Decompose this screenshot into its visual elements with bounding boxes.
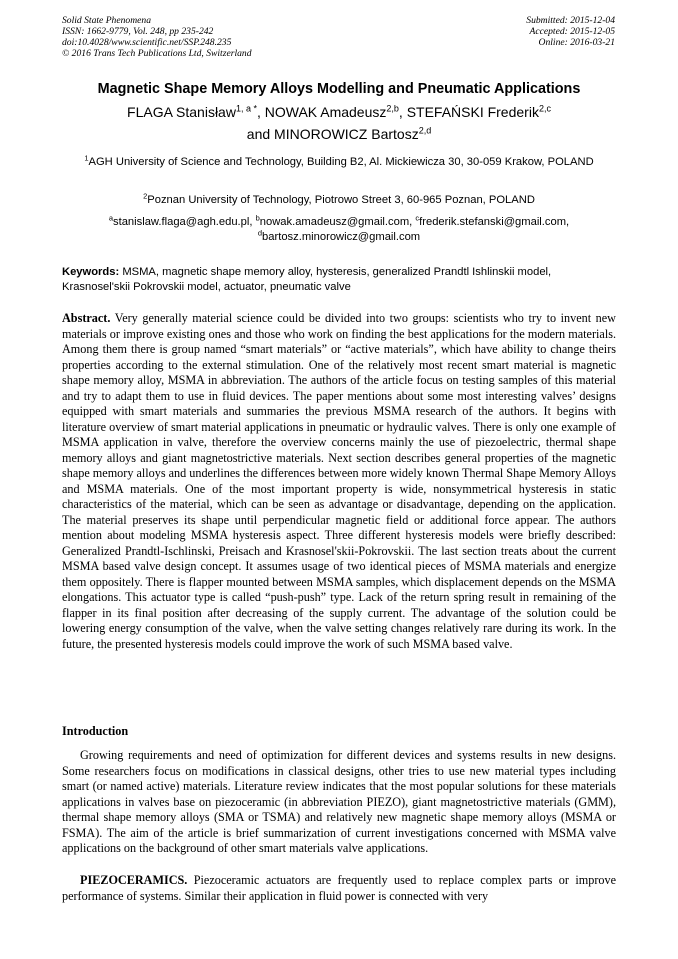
author-name: FLAGA Stanisław — [127, 104, 236, 120]
author-affil-mark: 2,d — [418, 125, 432, 136]
email-mark: a — [108, 213, 113, 223]
author-affil-mark: 1, a * — [235, 103, 257, 114]
author-affil-mark: 2,b — [386, 103, 399, 114]
dates-header — [526, 15, 615, 48]
keywords-text: MSMA, magnetic shape memory alloy, hysteresis, generalized Prandtl Ishlinskii model, Krasnosel'skii Pokrovskii model, actuator, pneumatic valve — [62, 266, 552, 293]
author-affil-mark: 2,c — [538, 103, 551, 114]
issn-line: ISSN: 1662-9779, Vol. 248, pp 235-242 — [62, 26, 214, 37]
intro-paragraph-2 — [62, 873, 616, 904]
author-conjunction: and — [246, 126, 271, 142]
author-name: STEFAŃSKI Frederik — [406, 104, 539, 120]
email-mark: b — [255, 213, 260, 223]
affiliation-1 — [62, 155, 616, 170]
paragraph-text: Piezoceramic actuators are frequently used to replace complex parts or improve performance of systems. Similar their application in fluid power is connected with very — [62, 873, 616, 903]
email-mark: c — [415, 213, 420, 223]
online-date: Online: 2016-03-21 — [538, 37, 615, 48]
keywords-label: Keywords: — [62, 266, 120, 278]
author-name: NOWAK Amadeusz — [264, 104, 387, 120]
submitted-date: Submitted: 2015-12-04 — [526, 15, 615, 26]
journal-name: Solid State Phenomena — [62, 15, 151, 26]
email-mark: d — [257, 227, 263, 237]
affiliation-mark: 2 — [143, 191, 148, 201]
abstract-label: Abstract. — [62, 311, 111, 325]
author-emails — [62, 215, 616, 244]
journal-header — [62, 15, 252, 59]
doi-line[interactable]: doi:10.4028/www.scientific.net/SSP.248.235 — [62, 37, 232, 48]
abstract-block — [62, 311, 616, 652]
section-heading-introduction: Introduction — [62, 724, 129, 738]
email-link[interactable]: stanislaw.flaga@agh.edu.pl, — [113, 216, 253, 228]
affiliation-2 — [62, 193, 616, 208]
accepted-date: Accepted: 2015-12-05 — [529, 26, 615, 37]
affiliation-mark: 1 — [84, 153, 89, 163]
copyright-line: © 2016 Trans Tech Publications Ltd, Switzerland — [62, 48, 252, 59]
keywords-block — [62, 265, 616, 294]
paper-title: Magnetic Shape Memory Alloys Modelling and Pneumatic Applications — [97, 81, 581, 97]
email-link[interactable]: frederik.stefanski@gmail.com, — [419, 216, 570, 228]
intro-paragraph-1: Growing requirements and need of optimization for different devices and systems results in new designs. Some researchers focus on modifications in classical designs, other tries to use new material types including smart (or named active) materials. Literature review indicates that the most popular solutions for these materials applications in valves base on piezoceramic (in abbreviation PIEZO), giant magnetostrictive materials (GMM), thermal shape memory alloys (SMA or TSMA) and relatively new magnetic shape memory alloys (MSMA or FSMA). The aim of the article is brief summarization of current investigations concerned with MSMA valve applications on the background of other smart materials valve applications. — [62, 748, 616, 855]
author-line-1: FLAGA Stanisław$^{1, a *}$, NOWAK Amadeusz$^{2,b}$, STEFAŃSKI Frederik$^{2,c}$ — [127, 103, 551, 120]
author-line-2 — [62, 123, 616, 145]
author-list — [62, 101, 616, 145]
affiliation-text: AGH University of Science and Technology, Building B2, Al. Mickiewicza 30, 30-059 Krakow, POLAND — [88, 156, 594, 168]
email-link[interactable]: bartosz.minorowicz@gmail.com — [262, 230, 421, 243]
paragraph-run-in-heading: PIEZOCERAMICS. — [80, 873, 188, 887]
email-link[interactable]: nowak.amadeusz@gmail.com, — [259, 216, 413, 228]
abstract-text: Very generally material science could be divided into two groups: scientists who try to invent new materials or improve existing ones and those who work on finding the best applications for the modern materials. Among them there is group named “smart materials” or “active materials”, which have ability to change theirs properties according to the external stimulation. One of the relatively most recent smart material is magnetic shape memory alloy, MSMA in abbreviation. The authors of the article focus on testing samples of this material and try to adapt them to use in fluid devices. The paper mentions about some most interesting valves’ designs equipped with smart materials and summaries the previous MSMA research of the authors. It begins with literature overview of smart material applications in pneumatic or hydraulic valves. There is only one example of MSMA application in valve, therefore the overview concerns mainly the use of piezoelectric, thermal shape memory alloys and giant magnetostrictive materials. Next section describes general properties of the magnetic shape memory alloys and underlines the differences between more widely known Thermal Shape Memory Alloys and MSMA materials. One of the most important property is wide, nonsymmetrical hysteresis in static characteristics of the material, which can be seen as advantage or disadvantage, depending on the application. The material preserves its shape until perpendicular magnetic field or additional force appear. The authors mention about modeling MSMA hysteresis aspect. Three different hysteresis models were briefly described: Generalized Prandtl-Ischlinski, Preisach and Krasnosel'skii-Pokrovskii. The last section treats about the current MSMA based valve design concept. It assumes usage of two identical pieces of MSMA materials and energize them oppositely. There is flapper mounted between MSMA samples, which displacement depends on the MSMA elongations. This actuator type is called “push-push” type. Lack of the return spring result in remaining of the flapper in its final position after decreasing of the supply current. The advantage of the solution could be lowering energy consumption of the valve, when the valve setting changes relatively rare during its work. In the future, the presented hysteresis models could improve the work of such MSMA based valve. — [62, 311, 616, 651]
affiliation-text: Poznan University of Technology, Piotrowo Street 3, 60-965 Poznan, POLAND — [147, 194, 535, 206]
author-name: MINOROWICZ Bartosz — [274, 126, 419, 142]
